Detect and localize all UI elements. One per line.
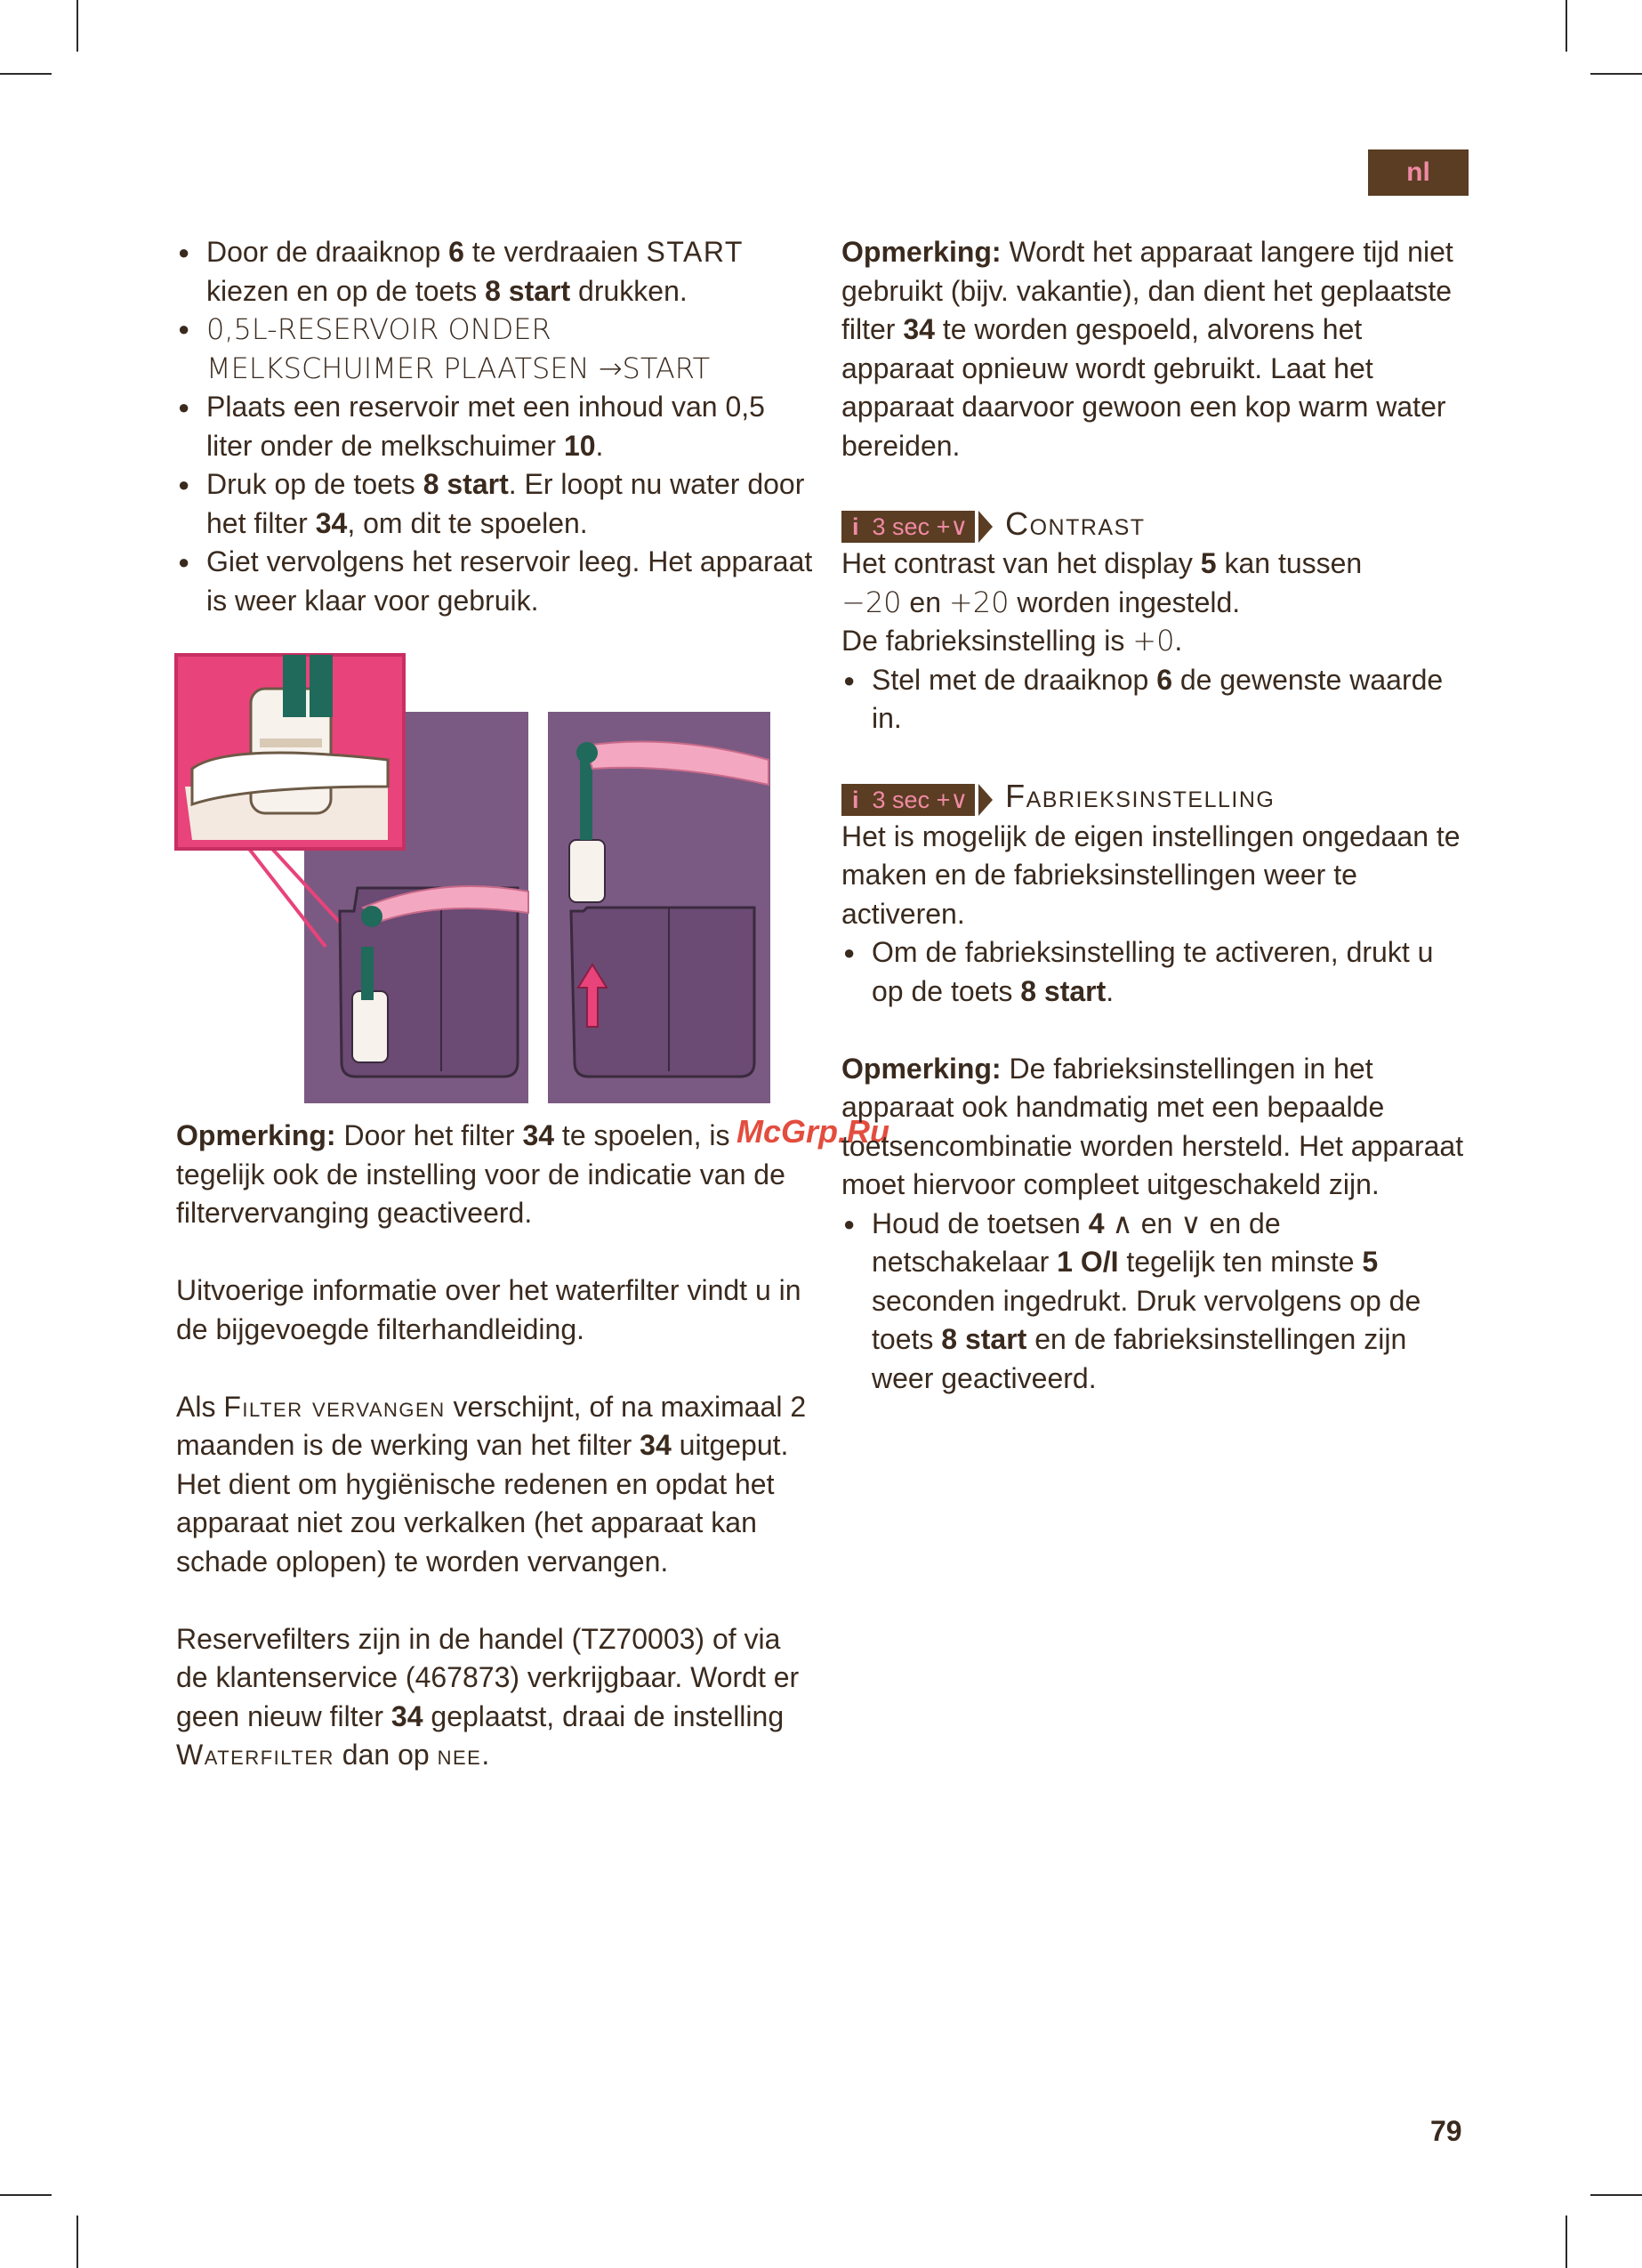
language-tab: nl	[1368, 149, 1469, 196]
display-message: ● 0,5L-RESERVOIR ONDER MELKSCHUIMER PLAATSEN →START	[176, 311, 817, 388]
bullet-item: ● Om de fabrieksinstelling te activeren, drukt u op de toets 8 start.	[841, 933, 1464, 1011]
bullet-item: ● Door de draaiknop 6 te verdraaien START kiezen en op de toets 8 start drukken.	[176, 233, 817, 311]
para-filter-info: Uitvoerige informatie over het waterfilter vindt u in de bijgevoegde filterhandleiding.	[176, 1274, 801, 1345]
crop-mark	[1566, 2216, 1567, 2268]
bullet-item: ● Giet vervolgens het reservoir leeg. Het apparaat is weer klaar voor gebruik.	[176, 543, 817, 620]
crop-mark	[76, 2216, 78, 2268]
chevron-up-icon: ∧	[1112, 1207, 1133, 1239]
note-key-combination: Opmerking: De fabrieksinstellingen in het apparaat ook handmatig met een bepaalde toetsencombinatie worden hersteld. Het apparaat moet hiervoor compleet uitgeschakeld zijn.	[841, 1052, 1464, 1200]
crop-mark	[0, 73, 52, 75]
crop-mark	[1566, 0, 1567, 52]
key-sequence-badge: i 3 sec +∨	[841, 511, 975, 543]
right-column	[841, 233, 1464, 1398]
note-long-absence: Opmerking: Wordt het apparaat langere tijd niet gebruikt (bijv. vakantie), dan dient het geplaatste filter 34 te worden gespoeld, alvorens het apparaat opnieuw wordt gebruikt. Laat het apparaat daarvoor gewoon een kop warm water bereiden.	[841, 236, 1453, 462]
left-lower-text	[176, 1117, 817, 1775]
crop-mark	[1590, 2194, 1642, 2196]
filter-illustration	[174, 653, 772, 1103]
bullet-item: ● Plaats een reservoir met een inhoud van 0,5 liter onder de melkschuimer 10.	[176, 388, 817, 465]
arrow-right-icon	[978, 511, 993, 543]
left-bullets	[176, 233, 817, 620]
bullet-item: ● Druk op de toets 8 start. Er loopt nu water door het filter 34, om dit te spoelen.	[176, 465, 817, 543]
contrast-heading: i 3 sec +∨ Contrast	[841, 504, 1464, 545]
crop-mark	[1590, 73, 1642, 75]
para-filter-replace: Als Filter vervangen verschijnt, of na maximaal 2 maanden is de werking van het filter 34 uitgeput. Het dient om hygiënische redenen en opdat het apparaat niet zou verkalken (het apparaat kan schade oplopen) te worden vervangen.	[176, 1390, 807, 1578]
bullet-item: ● Stel met de draaiknop 6 de gewenste waarde in.	[841, 661, 1464, 739]
bullet-item: ● Houd de toetsen 4 ∧ en ∨ en de netschakelaar 1 O/I tegelijk ten minste 5 seconden ingedrukt. Druk vervolgens op de toets 8 start en de fabrieksinstellingen zijn weer geactiveerd.	[841, 1205, 1464, 1399]
factory-text: Het is mogelijk de eigen instellingen ongedaan te maken en de fabrieksinstellingen weer te activeren.	[841, 819, 1461, 930]
arrow-right-icon	[978, 784, 993, 816]
para-reserve-filters: Reservefilters zijn in de handel (TZ70003) of via de klantenservice (467873) verkrijgbaar. Wordt er geen nieuw filter 34 geplaatst, draai de instelling Waterfilter dan op nee.	[176, 1622, 800, 1771]
chevron-down-icon: ∨	[1180, 1207, 1202, 1239]
crop-mark	[0, 2194, 52, 2196]
note-filter-rinse: Opmerking: Door het filter 34 te spoelen, is tegelijk ook de instelling voor de indicatie van de filtervervanging geactiveerd.	[176, 1119, 785, 1229]
watermark: McGrp.Ru	[736, 1113, 890, 1150]
key-sequence-badge: i 3 sec +∨	[841, 784, 975, 816]
page-number: 79	[1430, 2115, 1462, 2147]
factory-heading: i 3 sec +∨ Fabrieksinstelling	[841, 777, 1464, 818]
contrast-text: Het contrast van het display 5 kan tussen −20 en +20 worden ingesteld. De fabrieksinstelling is +0.	[841, 547, 1363, 658]
crop-mark	[76, 0, 78, 52]
